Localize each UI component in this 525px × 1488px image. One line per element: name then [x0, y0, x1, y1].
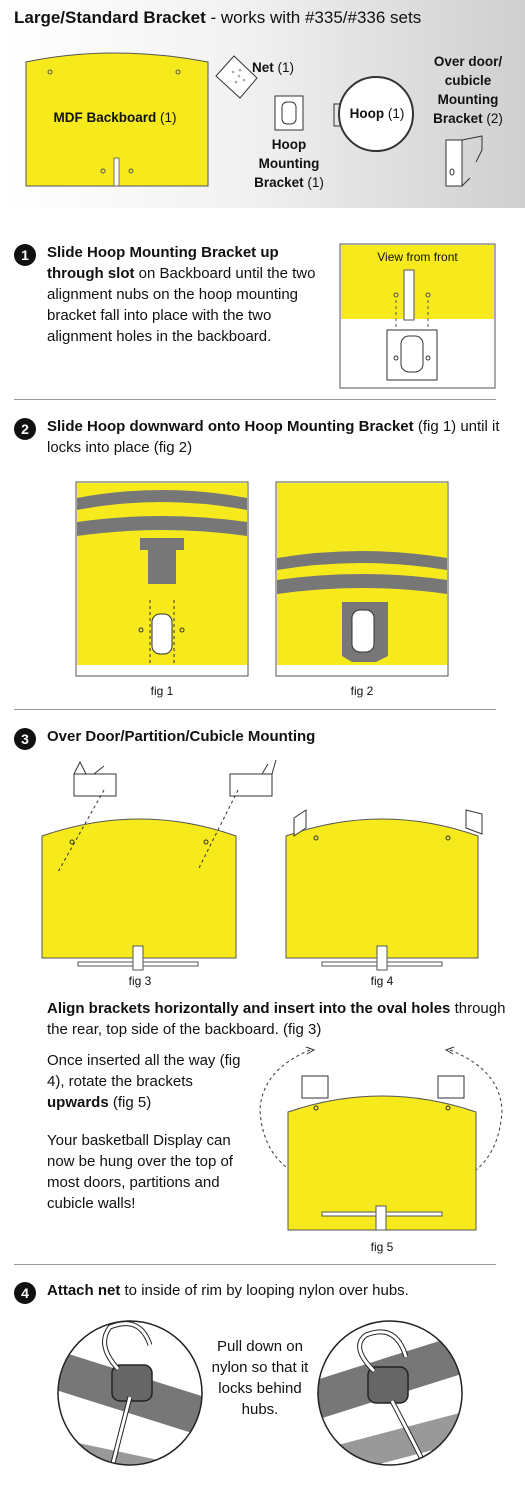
fig-4-illustration [286, 810, 482, 970]
header-title: Large/Standard Bracket - works with #335/#336 sets [14, 8, 422, 27]
net-part-icon [216, 56, 257, 98]
divider [14, 709, 496, 710]
fig-4-caption: fig 4 [370, 974, 394, 988]
mount-bracket-part-label: Hoop Mounting Bracket (1) [254, 137, 324, 190]
parts-header [0, 0, 525, 208]
mount-bracket-part-icon [275, 96, 303, 130]
fig-5-illustration [0, 1030, 525, 1250]
step-3-text: Over Door/Partition/Cubicle Mounting [47, 728, 316, 745]
fig-1-illustration [76, 482, 248, 676]
fig-3-illustration [42, 760, 276, 970]
net-part-label: Net (1) [252, 60, 295, 75]
divider [14, 1264, 496, 1265]
door-bracket-part-icon [446, 140, 462, 186]
step-3-number: 3 [14, 728, 36, 750]
step-2-text: Slide Hoop downward onto Hoop Mounting Bracket (fig 1) until it locks into place (fig 2) [47, 418, 500, 456]
door-bracket-part-label: Over door/ cubicle Mounting Bracket (2) [433, 54, 503, 126]
step-4-text: Attach net to inside of rim by looping nylon over hubs. [47, 1282, 409, 1299]
step-3-figures [0, 752, 525, 972]
align-instructions: Align brackets horizontally and insert into the oval holes through the rear, top side of the backboard. (fig 3) [47, 1000, 506, 1038]
pull-instructions: Pull down on nylon so that it locks behind hubs. [211, 1338, 309, 1418]
fig-2-caption: fig 2 [350, 684, 374, 698]
fig-1-caption: fig 1 [150, 684, 174, 698]
divider [14, 399, 496, 400]
step-2-figures [0, 480, 525, 680]
rotate-instructions: Once inserted all the way (fig 4), rotate the brackets upwards (fig 5) [47, 1052, 241, 1111]
fig-5-caption: fig 5 [370, 1240, 394, 1254]
step-1-number: 1 [14, 244, 36, 266]
step-2-number: 2 [14, 418, 36, 440]
inset-view-label: View from front [377, 250, 458, 264]
step-4-number: 4 [14, 1282, 36, 1304]
fig-3-caption: fig 3 [128, 974, 152, 988]
fig-2-illustration [276, 482, 448, 676]
backboard-part-label: MDF Backboard (1) [53, 110, 177, 125]
hoop-part-label: Hoop (1) [349, 106, 405, 121]
step-1-text: Slide Hoop Mounting Bracket up through slot on Backboard until the two alignment nubs on the hoop mounting bracket fall into place with the two alignment holes in the backboard. [47, 244, 316, 345]
hang-instructions: Your basketball Display can now be hung over the top of most doors, partitions and cubicle walls! [47, 1132, 233, 1212]
